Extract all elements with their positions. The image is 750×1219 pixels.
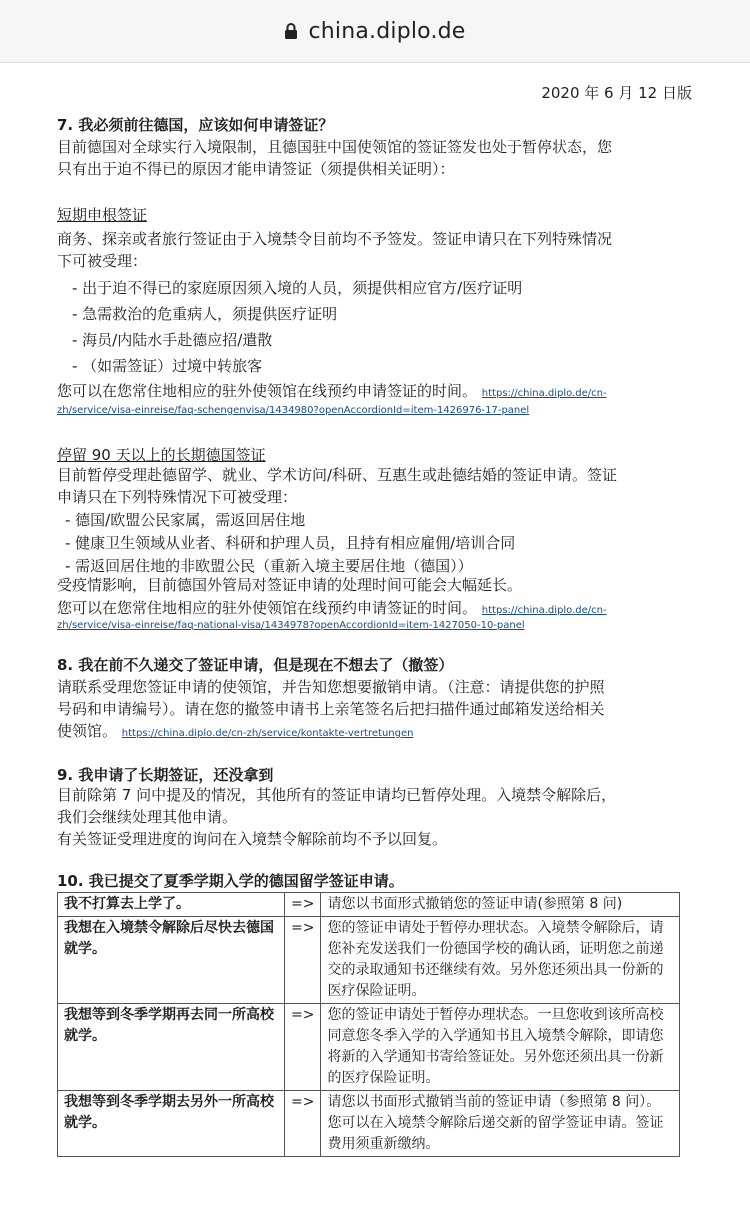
short-stay-link-continued[interactable]: zh/service/visa-einreise/faq-schengenvisa/1434980?openAccordionId=item-1426976-17-panel <box>57 405 530 416</box>
arrow-cell: => <box>285 1004 321 1091</box>
q7-intro: 目前德国对全球实行入境限制，且德国驻中国使领馆的签证签发也处于暂停状态，您 只有出于迫不得已的原因才能申请签证（须提供相关证明）： <box>57 138 613 178</box>
long-stay-heading: 停留 90 天以上的长期德国签证 <box>57 446 266 464</box>
q9-text: 目前除第 7 问中提及的情况，其他所有的签证申请均已暂停处理。入境禁令解除后， 我们会继续处理其他申请。 有关签证受理进度的询问在入境禁令解除前均不予以回复。 <box>57 786 617 848</box>
short-stay-text: 商务、探亲或者旅行签证由于入境禁令目前均不予签发。签证申请只在下列特殊情况 下可被受理： <box>57 230 613 270</box>
q7-heading: 7. 我必须前往德国，应该如何申请签证？ <box>57 116 334 134</box>
answer-cell: 请您以书面形式撤销当前的签证申请（参照第 8 问）。您可以在入境禁令解除后递交新的留学签证申请。签证费用须重新缴纳。 <box>321 1091 680 1157</box>
url-text[interactable]: china.diplo.de <box>308 18 466 44</box>
table-row <box>58 1091 680 1157</box>
case-cell: 我想等到冬季学期再去同一所高校就学。 <box>58 1004 285 1091</box>
q9-heading: 9. 我申请了长期签证，还没拿到 <box>57 766 274 784</box>
short-stay-link[interactable]: https://china.diplo.de/cn- <box>481 388 607 399</box>
table-row <box>58 1004 680 1091</box>
table-row <box>58 893 680 917</box>
q8-heading: 8. 我在前不久递交了签证申请，但是现在不想去了（撤签） <box>57 656 454 674</box>
document-date: 2020 年 6 月 12 日版 <box>541 84 692 102</box>
lock-icon <box>284 22 298 40</box>
answer-cell: 您的签证申请处于暂停办理状态。入境禁令解除后，请您补充发送我们一份德国学校的确认函，证明您之前递交的录取通知书还继续有效。另外您还须出具一份新的医疗保险证明。 <box>321 917 680 1004</box>
answer-cell: 请您以书面形式撤销您的签证申请(参照第 8 问) <box>321 893 680 917</box>
case-cell: 我想等到冬季学期去另外一所高校就学。 <box>58 1091 285 1157</box>
answer-cell: 您的签证申请处于暂停办理状态。一旦您收到该所高校同意您冬季入学的入学通知书且入境禁令解除，即请您将新的入学通知书寄给签证处。另外您还须出具一份新的医疗保险证明。 <box>321 1004 680 1091</box>
short-stay-heading: 短期申根签证 <box>57 206 148 224</box>
q8-contact-link[interactable]: https://china.diplo.de/cn-zh/service/kontakte-vertretungen <box>121 728 414 739</box>
case-cell: 我想在入境禁令解除后尽快去德国就学。 <box>58 917 285 1004</box>
short-stay-bullet: - （如需签证）过境中转旅客 <box>72 357 263 375</box>
long-stay-booking: 您可以在您常住地相应的驻外使领馆在线预约申请签证的时间。 https://china.diplo.de/cn- <box>57 599 607 617</box>
long-stay-link-continued[interactable]: zh/service/visa-einreise/faq-national-visa/1434978?openAccordionId=item-1427050-10-panel <box>57 620 525 631</box>
arrow-cell: => <box>285 893 321 917</box>
arrow-cell: => <box>285 917 321 1004</box>
long-stay-bullet: - 德国/欧盟公民家属，需返回居住地 <box>65 511 306 529</box>
long-stay-note: 受疫情影响，目前德国外管局对签证申请的处理时间可能会大幅延长。 <box>57 576 523 594</box>
case-cell: 我不打算去上学了。 <box>58 893 285 917</box>
browser-url-bar[interactable] <box>0 0 750 63</box>
long-stay-link[interactable]: https://china.diplo.de/cn- <box>481 605 607 616</box>
short-stay-bullet: - 急需救治的危重病人，须提供医疗证明 <box>72 305 338 323</box>
long-stay-text: 目前暂停受理赴德留学、就业、学术访问/科研、互惠生或赴德结婚的签证申请。签证 申请只在下列特殊情况下可被受理： <box>57 466 618 506</box>
arrow-cell: => <box>285 1091 321 1157</box>
short-stay-bullet: - 海员/内陆水手赴德应招/遣散 <box>72 331 273 349</box>
table-row <box>58 917 680 1004</box>
short-stay-bullet: - 出于迫不得已的家庭原因须入境的人员，须提供相应官方/医疗证明 <box>72 279 523 297</box>
short-stay-booking: 您可以在您常住地相应的驻外使领馆在线预约申请签证的时间。 https://china.diplo.de/cn- <box>57 382 607 400</box>
q10-heading: 10. 我已提交了夏季学期入学的德国留学签证申请。 <box>57 872 404 890</box>
long-stay-bullet: - 需返回居住地的非欧盟公民（重新入境主要居住地（德国）） <box>65 557 473 575</box>
q8-text: 请联系受理您签证申请的使领馆，并告知您想要撤销申请。（注意：请提供您的护照 号码和申请编号）。请在您的撤签申请书上亲笔签名后把扫描件通过邮箱发送给相关 使领馆。 https://china.diplo.de/cn-zh/service/kontakte-vertretungen <box>57 678 605 740</box>
q10-table <box>57 892 680 1157</box>
long-stay-bullet: - 健康卫生领域从业者、科研和护理人员，且持有相应雇佣/培训合同 <box>65 534 516 552</box>
